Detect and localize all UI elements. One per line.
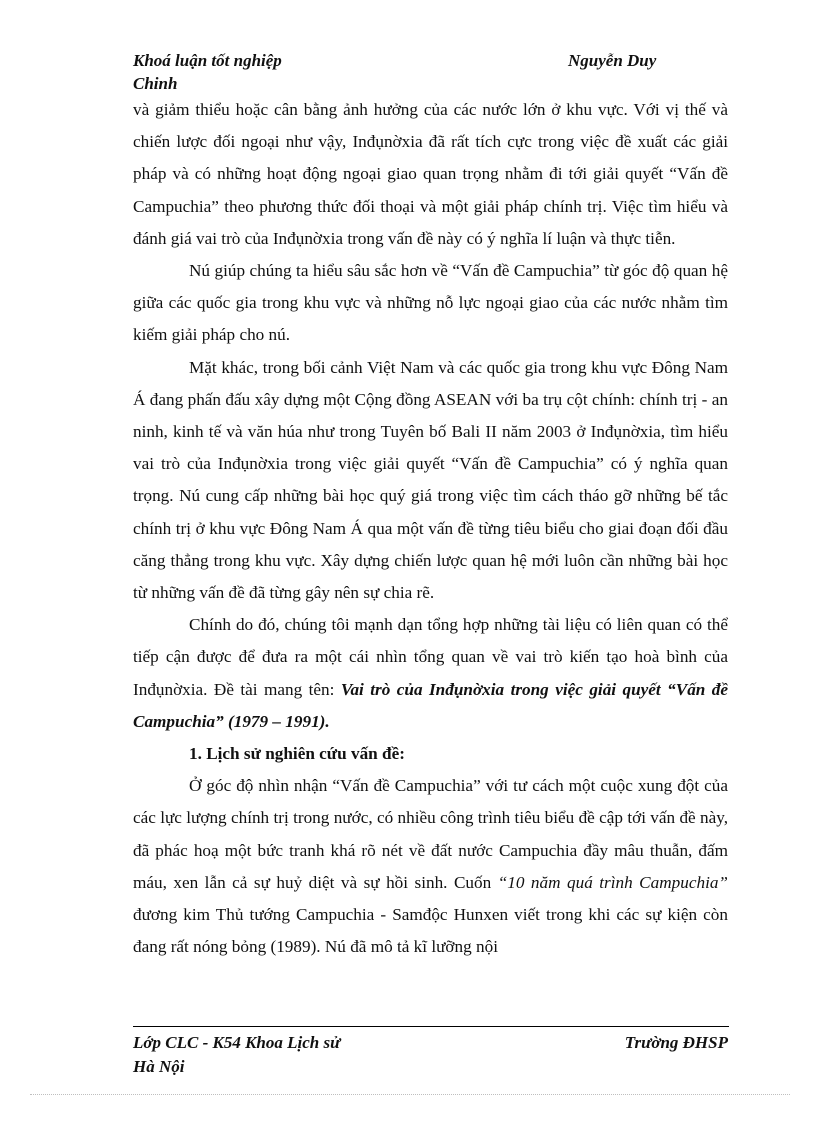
paragraph-5-tail: đương kim Thủ tướng Campuchia - Samđộc Hunxen viết trong khi các sự kiện còn đang rất nóng bỏng (1989). Nú đã mô tả kĩ lưỡng nội bbox=[133, 905, 728, 957]
section-heading: 1. Lịch sử nghiên cứu vấn đề: bbox=[189, 744, 405, 764]
paragraph-5-text: Ở góc độ nhìn nhận “Vấn đề Campuchia” với tư cách một cuộc xung đột của các lực lượng chính trị trong nước, có nhiều công trình tiêu biểu đề cập tới vấn đề này, đã phác hoạ một bức tranh khá rõ nét về đất nước Campuchia đầy mâu thuẫn, đấm máu, xen lẫn cả sự huỷ diệt và sự hồi sinh. Cuốn bbox=[133, 776, 728, 892]
footer-class: Lớp CLC - K54 Khoa Lịch sử bbox=[133, 1033, 341, 1052]
footer-class-continuation: Hà Nội bbox=[133, 1057, 185, 1076]
header-title-continuation: Chinh bbox=[133, 74, 178, 93]
paragraph-4-text: Chính do đó, chúng tôi mạnh dạn tổng hợp những tài liệu có liên quan có thể tiếp cận được để đưa ra một cái nhìn tổng quan về vai trò kiến tạo hoà bình của Inđụnờxia. Đề tài mang tên: bbox=[133, 615, 728, 699]
paragraph-2: Nú giúp chúng ta hiểu sâu sắc hơn về “Vấn đề Campuchia” từ góc độ quan hệ giữa các quốc gia trong khu vực và những nỗ lực ngoại giao của các nước nhằm tìm kiếm giải pháp cho nú. bbox=[133, 261, 728, 345]
paragraph-5 bbox=[133, 770, 728, 963]
paragraph-1: và giảm thiểu hoặc cân bằng ảnh hưởng của các nước lớn ở khu vực. Với vị thế và chiến lược đối ngoại như vậy, Inđụnờxia đã rất tích cực trong việc đề xuất các giải pháp và có những hoạt động ngoại giao quan trọng nhằm đi tới giải quyết “Vấn đề Campuchia” theo phương thức đối thoại và một giải pháp chính trị. Việc tìm hiểu và đánh giá vai trò của Inđụnờxia trong vấn đề này có ý nghĩa lí luận và thực tiễn. bbox=[133, 100, 728, 248]
header-author: Nguyễn Duy bbox=[568, 51, 657, 70]
book-title: “10 năm quá trình Campuchia” bbox=[497, 872, 728, 892]
document-body bbox=[133, 94, 728, 963]
footer-divider bbox=[133, 1026, 729, 1027]
thesis-title: Vai trò của Inđụnờxia trong việc giải quyết “Vấn đề Campuchia” (1979 – 1991). bbox=[133, 679, 729, 731]
page-bottom-dotted-line bbox=[30, 1094, 790, 1095]
footer-university: Trường ĐHSP bbox=[624, 1033, 728, 1052]
paragraph-4 bbox=[133, 609, 728, 738]
paragraph-3: Mặt khác, trong bối cảnh Việt Nam và các quốc gia trong khu vực Đông Nam Á đang phấn đấu xây dựng một Cộng đồng ASEAN với ba trụ cột chính: chính trị - an ninh, kinh tế và văn húa như trong Tuyên bố Bali II năm 2003 ở Inđụnờxia, tìm hiểu vai trò của Inđụnờxia trong việc giải quyết “Vấn đề Campuchia” có ý nghĩa quan trọng. Nú cung cấp những bài học quý giá trong việc tìm cách tháo gỡ những bế tắc chính trị ở khu vực Đông Nam Á qua một vấn đề từng tiêu biểu cho giai đoạn đối đầu căng thẳng trong khu vực. Xây dựng chiến lược quan hệ mới luôn cần những bài học từ những vấn đề đã từng gây nên sự chia rẽ. bbox=[133, 357, 728, 603]
header-title: Khoá luận tốt nghiệp bbox=[133, 51, 282, 70]
